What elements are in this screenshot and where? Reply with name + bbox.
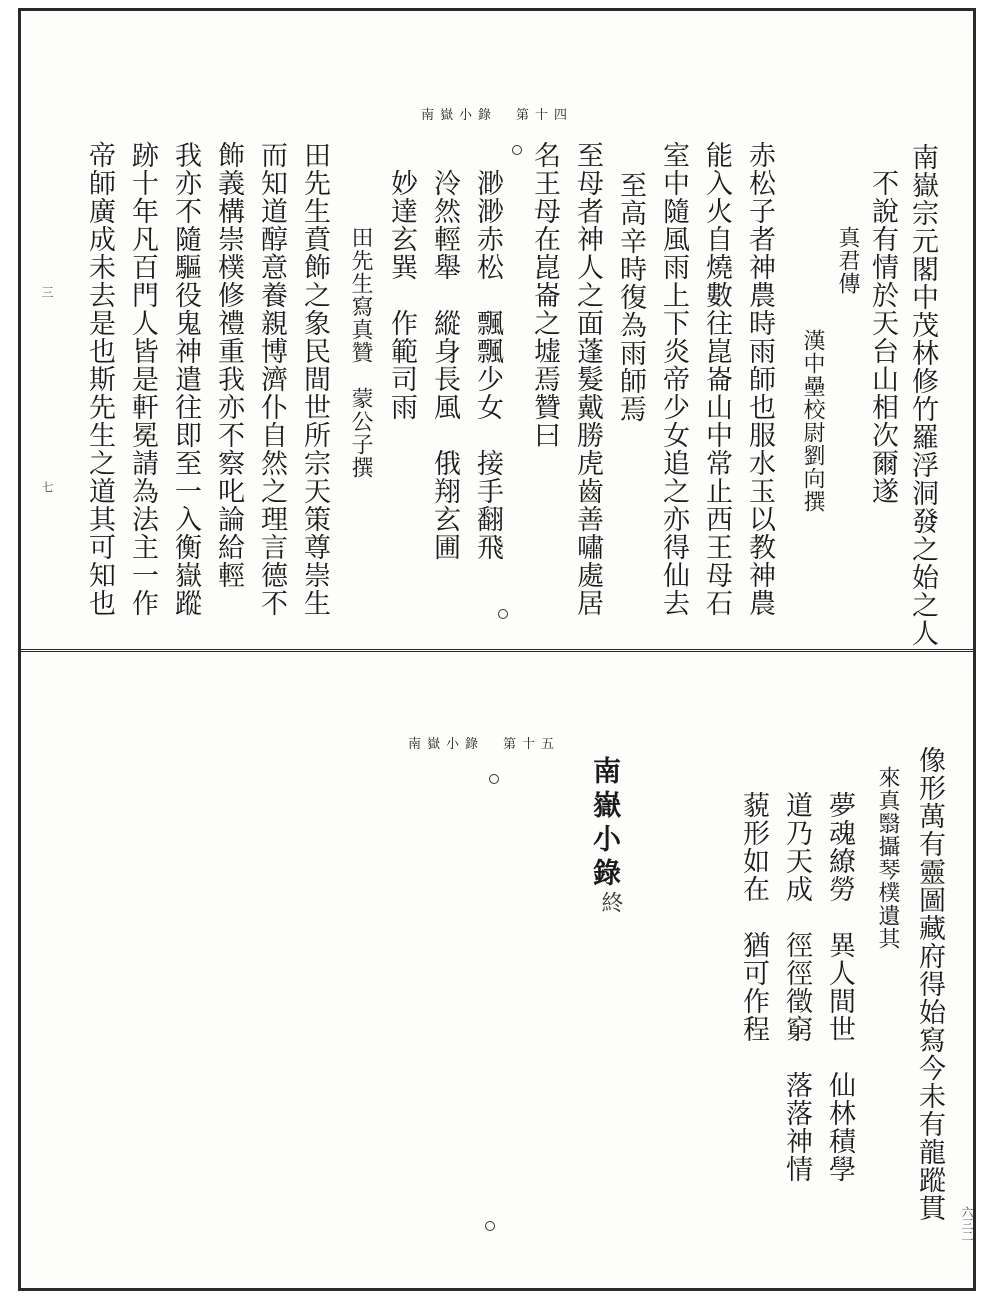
text-column: 來真翳攝琴樸遺其 <box>875 766 900 950</box>
text-column: 至母者神人之面蓬髮戴勝虎齒善嘯處居 <box>572 141 603 617</box>
margin-note: 三 <box>40 286 54 298</box>
circle-mark <box>489 774 499 784</box>
text-column: 藐形如在 猶可作程 <box>738 791 769 1043</box>
document-sheet <box>18 8 976 1291</box>
text-column: 真君傳 <box>835 226 860 295</box>
text-column: 道乃天成 徑徑徵窮 落落神情 <box>781 791 812 1183</box>
text-column: 室中隨風雨上下炎帝少女追之亦得仙去 <box>658 141 689 617</box>
text-column: 田先生賁飾之象民間世所宗天策尊崇生 <box>299 141 330 617</box>
margin-note: 七 <box>40 481 54 493</box>
text-column: 而知道醇意養親博濟仆自然之理言德不 <box>256 141 287 617</box>
text-column: 名王母在崑崙之墟焉贊曰 <box>529 141 560 449</box>
text-column: 至高辛時復為雨師焉 <box>615 171 646 423</box>
text-column: 妙達玄巽 作範司雨 <box>386 169 417 421</box>
circle-mark <box>485 1221 495 1231</box>
text-column: 跡十年凡百門人皆是軒冕請為法主一作 <box>127 141 158 617</box>
text-column: 帝師廣成未去是也斯先生之道其可知也 <box>84 141 115 617</box>
bottom-page <box>21 651 973 1288</box>
text-column: 赤松子者神農時雨師也服水玉以教神農 <box>744 141 775 617</box>
margin-note: 六三二 <box>960 1206 974 1242</box>
text-column: 不說有情於天台山相次爾遂 <box>867 169 898 505</box>
text-column: 像形萬有靈圖藏府得始寫今未有龍蹤貫 <box>914 746 945 1222</box>
top-page <box>21 11 973 651</box>
text-column: 我亦不隨驅役鬼神遣往即至一入衡嶽蹤 <box>170 141 201 617</box>
text-column: 泠然輕舉 縱身長風 俄翔玄圃 <box>429 169 460 561</box>
text-column: 漢中壘校尉劉向撰 <box>800 329 825 513</box>
text-column: 夢魂繚勞 異人間世 仙林積學 <box>824 791 855 1183</box>
text-column: 能入火自燒數往崑崙山中常止西王母石 <box>701 141 732 617</box>
text-column: 飾義構崇樸修禮重我亦不察叱論給輕 <box>213 141 244 589</box>
text-column: 南嶽宗元閣中茂林修竹羅浮洞發之始之人 <box>907 143 938 647</box>
text-column: 渺渺赤松 飄飄少女 接手翻飛 <box>472 169 503 561</box>
circle-mark <box>512 145 522 155</box>
book-title: 南嶽小錄 <box>589 756 622 892</box>
circle-mark <box>498 609 508 619</box>
book-title-end: 終 <box>598 891 623 914</box>
bottom-page-header: 南嶽小錄 第十五 <box>408 737 561 752</box>
text-column: 田先生寫真贊 蒙公子撰 <box>348 226 373 479</box>
top-page-header: 南嶽小錄 第十四 <box>421 108 574 123</box>
